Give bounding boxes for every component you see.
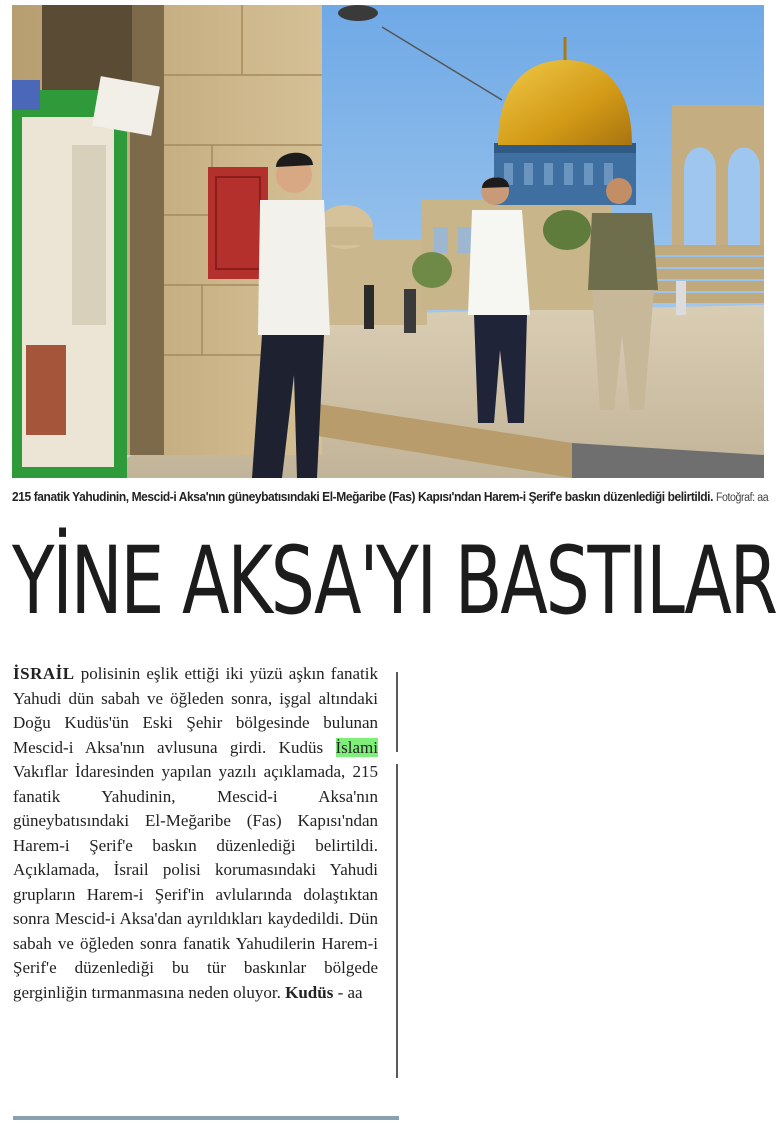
dateline-place: Kudüs: [285, 982, 334, 1002]
article-text-part2: Vakıflar İdaresinden yapılan yazılı açıklamada, 215 fanatik Yahudinin, Mescid-i Aksa'nın güneybatısındaki El-Meğaribe (Fas) Kapısı'ndan Harem-i Şerif'e baskın düzenlediği belirtildi. Açıklamada, İsrail polisi korumasındaki Yahudi grupların Harem-i Şerif'in avlularında dolaştıktan sonra Mescid-i Aksa'dan ayrıldıkları kaydedildi. Dün sabah ve öğleden sonra fanatik Yahudilerin Harem-i Şerif'e düzenlediği bu tür baskınlar bölgede gerginliğin tırmanmasına neden oluyor.: [13, 762, 378, 1002]
news-photo: [12, 5, 764, 478]
article-paragraph: [13, 662, 378, 1005]
column-rule: [396, 672, 398, 1078]
news-agency: - aa: [333, 982, 363, 1002]
headline: YİNE AKSA'YI BASTILAR: [12, 527, 776, 636]
lead-word: İSRAİL: [13, 664, 75, 683]
article-body: [13, 662, 378, 1005]
photo-credit: Fotoğraf: aa: [715, 492, 769, 504]
photo-caption: [12, 488, 769, 507]
highlighted-word: İslami: [335, 737, 378, 757]
photo-illustration: [12, 5, 764, 478]
bottom-rule: [13, 1116, 399, 1120]
caption-text: 215 fanatik Yahudinin, Mescid-i Aksa'nın güneybatısındaki El-Meğaribe (Fas) Kapısı'ndan Harem-i Şerif'e baskın düzenlediği belirtildi.: [12, 489, 714, 504]
article-text-part1: polisinin eşlik ettiği iki yüzü aşkın fanatik Yahudi dün sabah ve öğleden sonra, işgal altındaki Doğu Kudüs'ün Eski Şehir bölgesinde bulunan Mescid-i Aksa'nın avlusuna girdi. Kudüs: [13, 664, 378, 757]
